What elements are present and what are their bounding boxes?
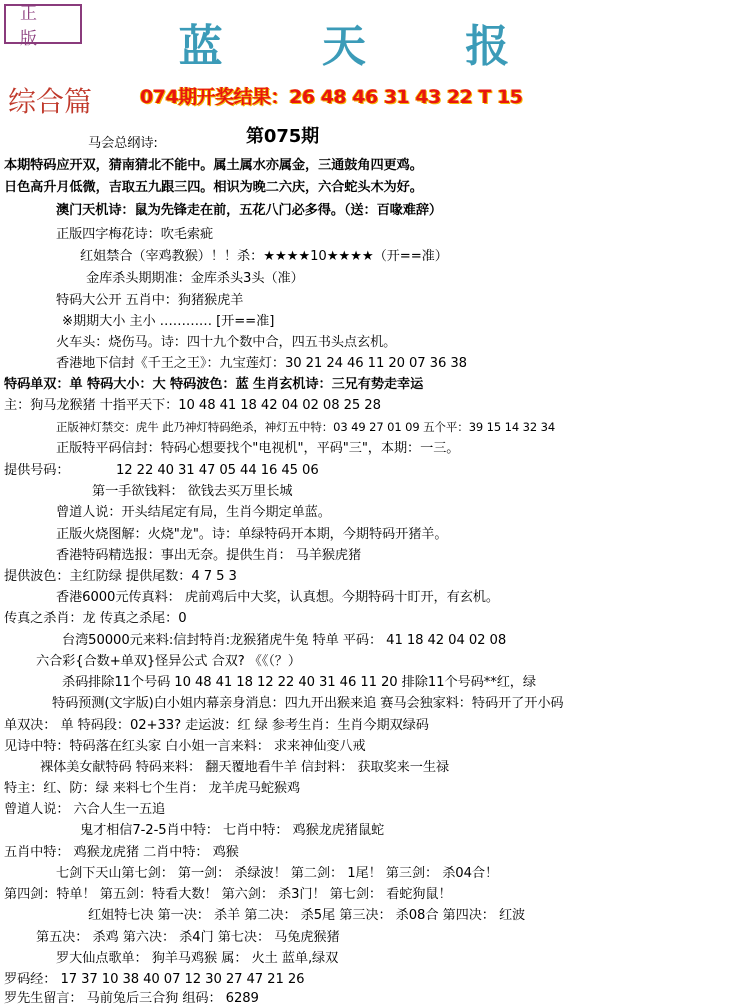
- text-line: 第四剑：特单！ 第五剑：特看大数！ 第六剑： 杀3门！ 第七剑： 看蛇狗鼠！: [4, 887, 452, 902]
- text-line: 第五决： 杀鸡 第六决： 杀4门 第七决： 马兔虎猴猪: [36, 930, 340, 945]
- text-line: 曾道人说： 六合人生一五追: [4, 802, 166, 817]
- text-line: 特主：红、防：绿 来料七个生肖： 龙羊虎马蛇猴鸡: [4, 781, 301, 796]
- text-line: 杀码排除11个号码 10 48 41 18 12 22 40 31 46 11 20 排除11个号码**红，绿: [62, 675, 536, 690]
- text-line: 正版四字梅花诗：吹毛索疵: [56, 227, 214, 242]
- text-line: 正版火烧图解：火烧"龙"。诗：单绿特码开本期，今期特码开猪羊。: [56, 527, 448, 542]
- issue-number: 第075期: [246, 126, 320, 147]
- text-line: 传真之杀肖：龙 传真之杀尾：0: [4, 611, 187, 626]
- text-line: 12 22 40 31 47 05 44 16 45 06: [116, 463, 319, 478]
- text-line: 特码预测(文字版)白小姐内幕亲身消息：四九开出猴来追 赛马会独家料：特码开了开小码: [52, 696, 564, 711]
- text-line: ※期期大小 主小 ………… [开==准]: [62, 314, 275, 329]
- text-line: 第一手欲钱料： 欲钱去买万里长城: [92, 484, 293, 499]
- text-line: 日色高升月低微，吉取五九跟三四。相识为晚二六庆，六合蛇头木为好。: [4, 180, 423, 195]
- text-line: 特码大公开 五肖中：狗猪猴虎羊: [56, 293, 244, 308]
- text-line: 单双决： 单 特码段：02+33? 走运波：红 绿 参考生肖：生肖今期双绿码: [4, 718, 429, 733]
- text-line: 提供波色：主红防绿 提供尾数：4 7 5 3: [4, 569, 237, 584]
- text-line: 鬼才相信7-2-5肖中特： 七肖中特： 鸡猴龙虎猪鼠蛇: [80, 823, 385, 838]
- text-line: 台湾50000元来料:信封特肖:龙猴猪虎牛兔 特单 平码： 41 18 42 04 02 08: [62, 633, 507, 648]
- text-line: 澳门天机诗：鼠为先锋走在前，五花八门必多得。（送：百喙难辞）: [56, 203, 443, 218]
- text-line: 正版神灯禁交：虎牛 此乃神灯特码绝杀，神灯五中特：03 49 27 01 09 五个平：39 15 14 32 34: [56, 420, 556, 434]
- genuine-stamp: 正 版: [4, 4, 82, 44]
- lottery-result-banner: 074期开奖结果：26 48 46 31 43 22 T 15: [140, 86, 523, 108]
- text-line: 本期特码应开双，猜南猜北不能中。属土属水亦属金，三通鼓角四更鸡。: [4, 158, 423, 173]
- newspaper-title: 蓝 天 报: [178, 21, 552, 72]
- text-line: 见诗中特：特码落在红头家 白小姐一言来料： 求来神仙变八戒: [4, 739, 366, 754]
- text-line: 香港特码精选报：事出无奈。提供生肖： 马羊猴虎猪: [56, 548, 362, 563]
- text-line: 五肖中特： 鸡猴龙虎猪 二肖中特： 鸡猴: [4, 845, 239, 860]
- text-line: 罗大仙点歌单： 狗羊马鸡猴 属： 火土 蓝单,绿双: [56, 951, 339, 966]
- text-line: 香港6000元传真料： 虎前鸡后中大奖，认真想。今期特码十盯开，有玄机。: [56, 590, 499, 605]
- section-label: 综合篇: [8, 85, 93, 118]
- text-line: 金库杀头期期准：金库杀头3头（准）: [86, 271, 304, 286]
- text-line: 裸体美女献特码 特码来料： 翻天覆地看牛羊 信封料： 获取奖来一生禄: [40, 760, 449, 775]
- text-line: 正版特平码信封：特码心想要找个"电视机"，平码"三"，本期：一三。: [56, 441, 460, 456]
- text-line: 马会总纲诗:: [88, 136, 158, 151]
- text-line: 香港地下信封《千王之王》：九宝莲灯：30 21 24 46 11 20 07 36 38: [56, 356, 467, 371]
- text-line: 曾道人说：开头结尾定有局，生肖今期定单蓝。: [56, 505, 331, 520]
- text-line: 六合彩{合数+单双}怪异公式 合双? 《《（？）: [36, 654, 301, 669]
- text-line: 特码单双：单 特码大小：大 特码波色：蓝 生肖玄机诗：三兄有势走幸运: [4, 377, 424, 392]
- text-line: 提供号码：: [4, 463, 70, 478]
- text-line: 红姐特七决 第一决： 杀羊 第二决： 杀5尾 第三决： 杀08合 第四决： 红波: [88, 908, 526, 923]
- text-line: 罗先生留言： 马前兔后三合狗 组码： 6289: [4, 991, 259, 1006]
- text-line: 主：狗马龙猴猪 十指平天下：10 48 41 18 42 04 02 08 25 28: [4, 398, 381, 413]
- text-line: 火车头：烧伤马。诗：四十九个数中合，四五书头点玄机。: [56, 335, 397, 350]
- text-line: 红姐禁合（宰鸡教猴）！！杀：★★★★10★★★★（开==准）: [80, 249, 448, 264]
- text-line: 罗码经： 17 37 10 38 40 07 12 30 27 47 21 26: [4, 972, 305, 987]
- text-line: 七剑下天山第七剑： 第一剑： 杀绿波！ 第二剑： 1尾！ 第三剑： 杀04合！: [56, 866, 499, 881]
